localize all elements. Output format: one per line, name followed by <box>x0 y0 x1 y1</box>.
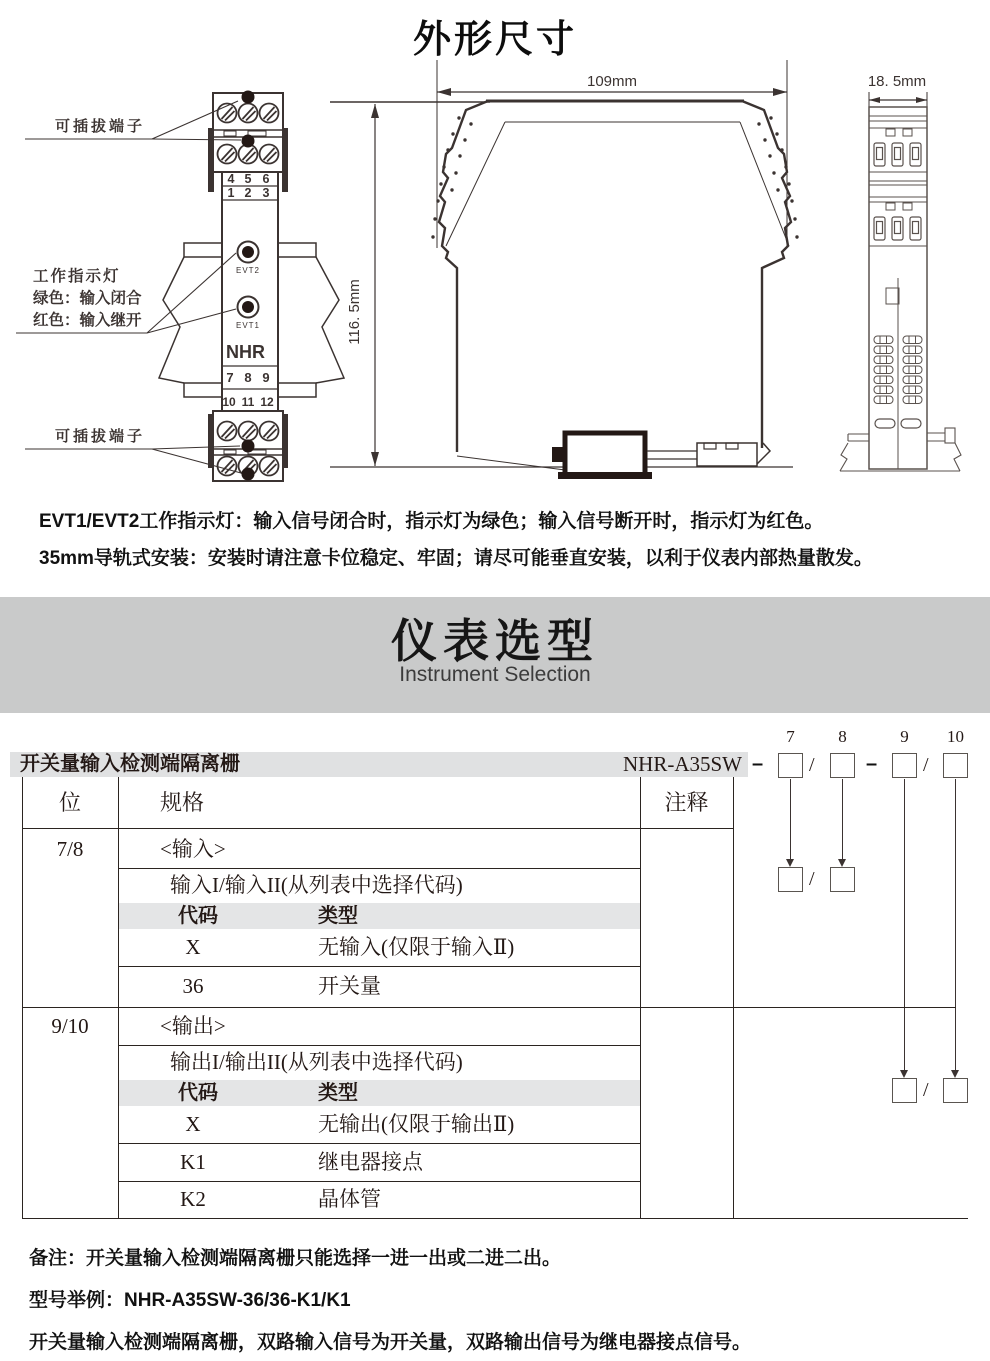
section-group-input: <输入> <box>160 837 226 861</box>
code-box-9 <box>892 753 917 778</box>
output-row-2-code: K2 <box>180 1187 206 1211</box>
input-type-col: 类型 <box>318 905 358 927</box>
arrow-line-8 <box>842 779 843 861</box>
digit-10: 10 <box>947 727 964 746</box>
callout-indicator <box>16 253 236 333</box>
dim-depth <box>868 73 927 107</box>
input-code-box-2 <box>830 867 855 892</box>
svg-text:R: R <box>252 342 265 362</box>
dimension-drawing <box>0 0 990 500</box>
arrow-head-10 <box>951 1070 959 1078</box>
arrow-line-7 <box>790 779 791 861</box>
indicator-label-2: 绿色：输入闭合 <box>33 290 142 307</box>
led-evt2-label: EVT2 <box>235 266 261 275</box>
col-header-spec: 规格 <box>160 790 205 815</box>
shoulder-dots <box>431 116 798 238</box>
svg-text:5: 5 <box>244 172 252 186</box>
output-row-0-type: 无输出(仅限于输出Ⅱ) <box>318 1112 515 1136</box>
output-code-box-1 <box>892 1078 917 1103</box>
output-row-1-code: K1 <box>180 1150 206 1174</box>
output-code-box-2 <box>943 1078 968 1103</box>
digit-9: 9 <box>900 727 909 746</box>
input-row-0-code: X <box>185 935 201 959</box>
table-border-bottom <box>22 1218 968 1219</box>
note-description: 开关量输入检测端隔离栅，双路输入信号为开关量，双路输出信号为继电器接点信号。 <box>29 1332 752 1353</box>
note-indicator: EVT1/EVT2工作指示灯：输入信号闭合时，指示灯为绿色；输入信号断开时，指示灯为红色。 <box>39 511 824 532</box>
nhr-logo <box>226 342 265 362</box>
svg-text:9: 9 <box>262 370 270 385</box>
model-number: NHR-A35SW <box>623 752 742 776</box>
separator-slash-1: / <box>809 754 815 776</box>
rail-clip <box>552 433 770 479</box>
product-name: 开关量输入检测端隔离栅 <box>20 753 240 775</box>
dim-height <box>346 104 379 466</box>
pluggable-bottom-label: 可插拔端子 <box>55 428 146 445</box>
svg-text:1: 1 <box>227 186 235 200</box>
arrow-head-9 <box>900 1070 908 1078</box>
section-desc-output: 输出I/输出II(从列表中选择代码) <box>170 1050 463 1074</box>
svg-text:11: 11 <box>241 395 255 409</box>
output-pair-slash: / <box>923 1079 929 1101</box>
module-front-view <box>208 91 288 482</box>
terminal-block-bottom <box>208 411 288 481</box>
dim-height-label: 116. 5mm <box>346 279 363 345</box>
digit-8: 8 <box>838 727 847 746</box>
input-row-1-type: 开关量 <box>318 974 381 998</box>
section-group-output: <输出> <box>160 1014 226 1038</box>
input-row-0-type: 无输入(仅限于输入Ⅱ) <box>318 935 515 959</box>
code-box-10 <box>943 753 968 778</box>
svg-text:NH: NH <box>226 342 252 362</box>
svg-text:12: 12 <box>260 395 274 409</box>
col-header-note: 注释 <box>664 790 709 815</box>
section-position-910: 9/10 <box>51 1014 89 1038</box>
plug-dot-bottom-1 <box>242 440 255 453</box>
input-pair-slash: / <box>809 868 815 890</box>
page-title: 外形尺寸 <box>412 19 577 61</box>
output-row-2-type: 晶体管 <box>318 1187 381 1211</box>
indicator-label-1: 工作指示灯 <box>33 268 121 285</box>
input-row-1-code: 36 <box>182 974 204 998</box>
plug-dot-top-2 <box>242 135 255 148</box>
pluggable-top-label: 可插拔端子 <box>55 118 146 135</box>
svg-text:2: 2 <box>244 186 252 200</box>
table-divider-note <box>640 777 641 1218</box>
arrow-head-7 <box>786 859 794 867</box>
table-header-line <box>22 828 734 829</box>
section-banner <box>0 597 990 713</box>
dim-depth-label: 18. 5mm <box>867 73 927 90</box>
table-divider-position <box>118 777 119 1218</box>
svg-text:8: 8 <box>244 370 252 385</box>
banner-subtitle: Instrument Selection <box>399 663 591 686</box>
plug-dot-top-1 <box>242 91 255 104</box>
led-evt1-label: EVT1 <box>235 321 261 330</box>
output-code-col: 代码 <box>178 1082 218 1104</box>
indicator-label-3: 红色：输入继开 <box>33 312 142 329</box>
module-side-view <box>330 60 799 479</box>
code-box-7 <box>778 753 803 778</box>
module-narrow-view <box>840 73 961 471</box>
digit-7: 7 <box>786 727 795 746</box>
plug-dot-bottom-2 <box>242 468 255 481</box>
separator-dash-1: – <box>752 753 764 775</box>
col-header-position: 位 <box>58 790 81 815</box>
table-border-right <box>733 777 734 1218</box>
output-type-col: 类型 <box>318 1082 358 1104</box>
separator-slash-2: / <box>923 754 929 776</box>
separator-dash-2: – <box>866 753 878 775</box>
arrow-line-10 <box>955 779 956 1072</box>
svg-text:4: 4 <box>227 172 235 186</box>
banner-title: 仪表选型 <box>391 615 599 667</box>
input-code-col: 代码 <box>178 905 218 927</box>
arrow-head-8 <box>838 859 846 867</box>
code-box-8 <box>830 753 855 778</box>
note-remark: 备注：开关量输入检测端隔离栅只能选择一进一出或二进二出。 <box>29 1248 562 1269</box>
output-row-0-code: X <box>185 1112 201 1136</box>
note-model-example: 型号举例：NHR-A35SW-36/36-K1/K1 <box>29 1290 351 1311</box>
dim-width-label: 109mm <box>586 73 638 90</box>
output-row-1-type: 继电器接点 <box>318 1150 423 1174</box>
svg-text:10: 10 <box>222 395 236 409</box>
section-position-78: 7/8 <box>56 837 84 861</box>
section-desc-input: 输入I/输入II(从列表中选择代码) <box>170 873 463 897</box>
arrow-line-9 <box>904 779 905 1072</box>
input-code-box-1 <box>778 867 803 892</box>
svg-text:6: 6 <box>262 172 270 186</box>
note-mounting: 35mm导轨式安装：安装时请注意卡位稳定、牢固；请尽可能垂直安装，以利于仪表内部热量散发。 <box>39 548 873 569</box>
svg-text:3: 3 <box>262 186 270 200</box>
svg-text:7: 7 <box>226 370 234 385</box>
